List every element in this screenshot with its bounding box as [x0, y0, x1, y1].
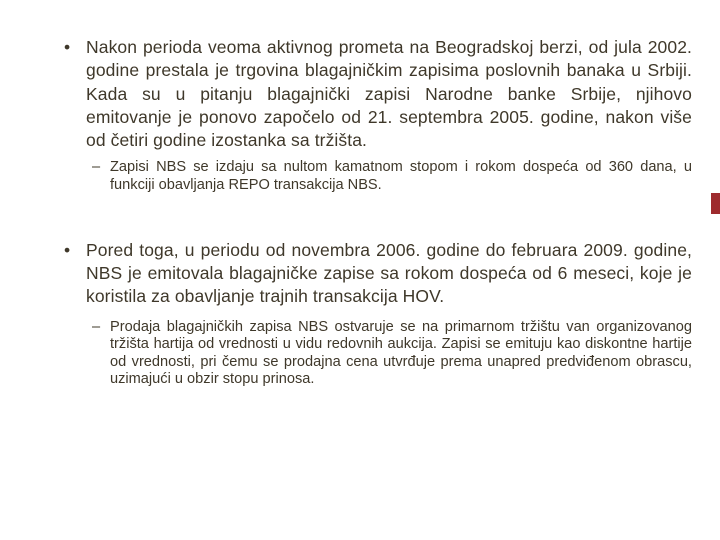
bullet-group-1 — [60, 36, 692, 195]
bullet-marker: • — [64, 239, 71, 260]
bullet-item-2 — [60, 239, 692, 309]
bullet-marker: • — [64, 37, 71, 57]
bullet-group-2 — [60, 239, 692, 389]
sub-bullet-text: Prodaja blagajničkih zapisa NBS ostvaruje se na primarnom tržištu van organizovanog tržišta hartija od vrednosti u vidu redovnih aukcija. Zapisi se emituju kao diskontne hartije od vrednosti, pri čemu se prodajna cena utvrđuje prema unapred predviđenom obrascu, uzimajući u obzir stopu prinosa. — [110, 318, 692, 388]
slide-content — [60, 36, 692, 389]
bullet-text: Nakon perioda veoma aktivnog prometa na Beogradskoj berzi, od jula 2002. godine prestala je trgovina blagajničkim zapisima poslovnih banaka u Srbiji. Kada su u pitanju blagajnički zapisi Narodne banke Srbije, njihovo emitovanje je ponovo započelo od 21. septembra 2005. godine, nakon više od četiri godine izostanka sa tržišta. — [86, 37, 692, 151]
sub-bullet-marker: – — [92, 318, 101, 335]
sub-bullet-text: Zapisi NBS se izdaju sa nultom kamatnom stopom i rokom dospeća od 360 dana, u funkciji obavljanja REPO transakcija NBS. — [110, 159, 692, 194]
sub-bullet-item-2 — [92, 319, 692, 389]
bullet-item-1 — [60, 36, 692, 152]
sub-bullet-item-1 — [92, 159, 692, 194]
slide-accent-square — [711, 193, 720, 214]
bullet-text: Pored toga, u periodu od novembra 2006. godine do februara 2009. godine, NBS je emitovala blagajničke zapise sa rokom dospeća od 6 meseci, koje je koristila za obavljanje trajnih transakcija HOV. — [86, 239, 692, 307]
sub-bullet-marker: – — [92, 159, 101, 176]
